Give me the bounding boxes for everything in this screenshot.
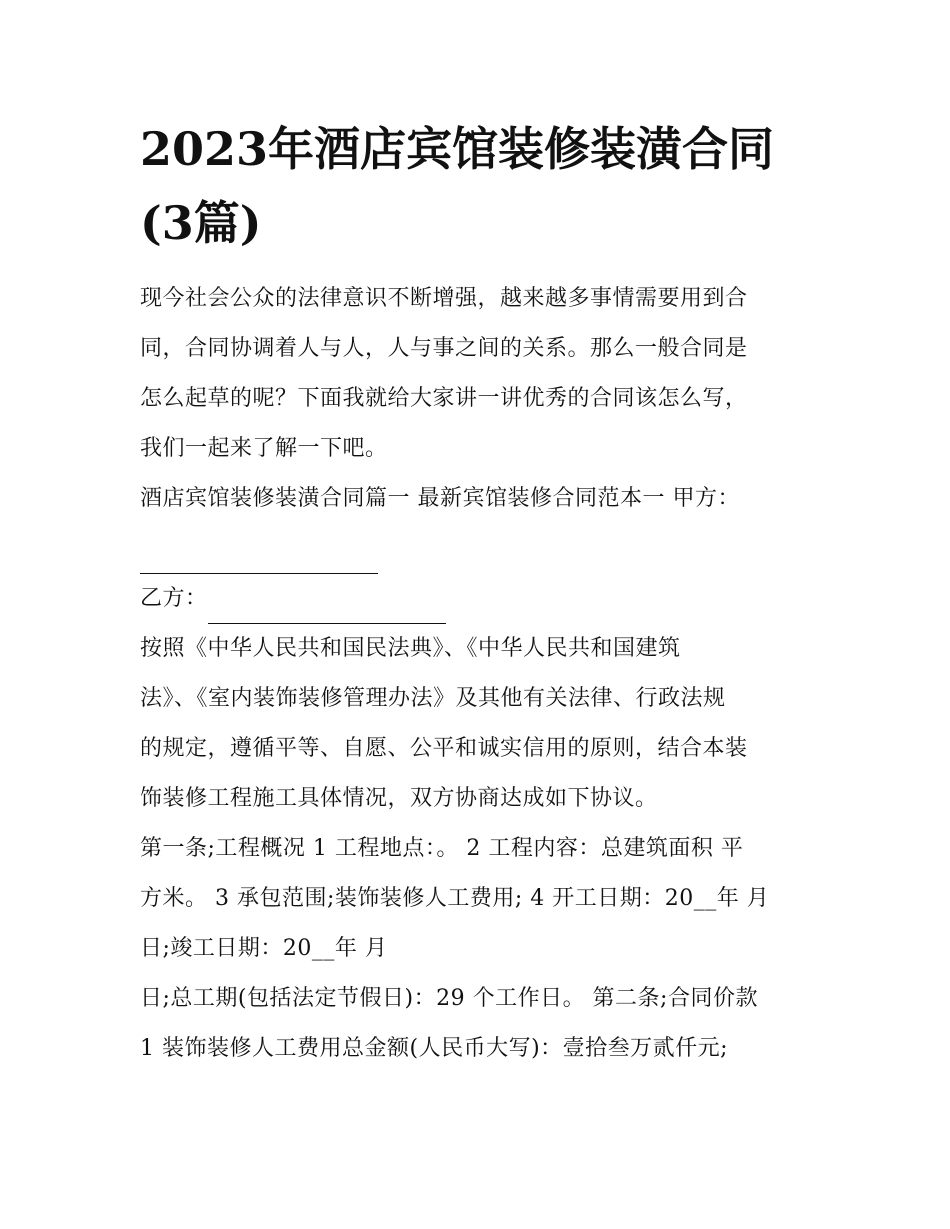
text-line: 我们一起来了解一下吧。 bbox=[140, 436, 388, 461]
document-title bbox=[140, 112, 820, 260]
text-line: 饰装修工程施工具体情况，双方协商达成如下协议。 bbox=[140, 786, 658, 811]
text-line: 的规定，遵循平等、自愿、公平和诚实信用的原则，结合本装 bbox=[140, 736, 748, 761]
agreement-paragraph bbox=[140, 624, 820, 1074]
party-b-label: 乙方： bbox=[140, 586, 208, 611]
party-a-blank-row bbox=[140, 524, 820, 574]
text-line: 日;总工期(包括法定节假日)：29 个工作日。 第二条;合同价款 bbox=[140, 986, 758, 1011]
text-line: 方米。 3 承包范围;装饰装修人工费用; 4 开工日期：20__年 月 bbox=[140, 886, 770, 911]
intro-paragraph bbox=[140, 274, 820, 524]
title-line-1: 2023年酒店宾馆装修装潢合同 bbox=[140, 122, 775, 176]
document-page bbox=[140, 112, 820, 1074]
text-line: 日;竣工日期：20__年 月 bbox=[140, 936, 388, 961]
text-line: 按照《中华人民共和国民法典》、《中华人民共和国建筑 bbox=[140, 636, 681, 661]
text-line: 现今社会公众的法律意识不断增强，越来越多事情需要用到合 bbox=[140, 286, 748, 311]
title-line-2: (3篇) bbox=[140, 196, 262, 250]
party-b-row bbox=[140, 574, 820, 624]
text-line: 酒店宾馆装修装潢合同篇一 最新宾馆装修合同范本一 甲方： bbox=[140, 486, 740, 511]
party-b-blank bbox=[208, 593, 446, 624]
text-line: 法》、《室内装饰装修管理办法》及其他有关法律、行政法规 bbox=[140, 686, 726, 711]
party-a-blank bbox=[140, 543, 378, 574]
text-line: 同，合同协调着人与人，人与事之间的关系。那么一般合同是 bbox=[140, 336, 748, 361]
text-line: 怎么起草的呢？下面我就给大家讲一讲优秀的合同该怎么写， bbox=[140, 386, 748, 411]
text-line: 1 装饰装修人工费用总金额(人民币大写)：壹拾叁万贰仟元; bbox=[140, 1036, 729, 1061]
text-line: 第一条;工程概况 1 工程地点：。 2 工程内容：总建筑面积 平 bbox=[140, 836, 744, 861]
